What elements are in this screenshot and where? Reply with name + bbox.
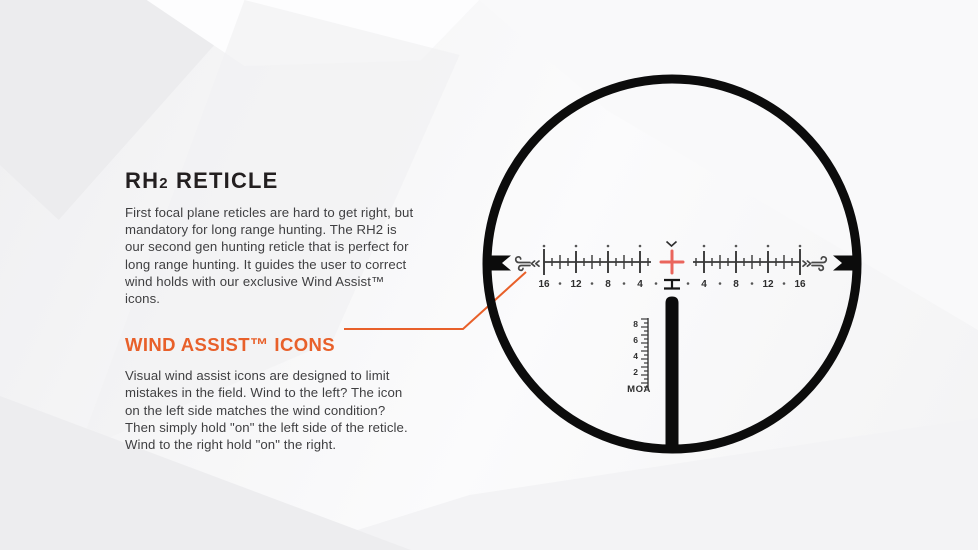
dot-above	[575, 245, 578, 248]
moa-elevation-ladder	[627, 318, 651, 395]
bottom-post	[666, 297, 679, 453]
windage-label: 16	[794, 279, 806, 290]
moa-label: 6	[633, 335, 638, 345]
dot-above	[703, 245, 706, 248]
windage-label: 12	[570, 279, 582, 290]
title-prefix: RH	[125, 168, 160, 193]
windage-label: 8	[605, 279, 611, 290]
moa-label: 4	[633, 351, 638, 361]
center-cross	[661, 251, 683, 273]
dot-above	[767, 245, 770, 248]
page-title	[125, 168, 417, 194]
dot-above	[639, 245, 642, 248]
dot-between	[559, 282, 562, 285]
dot-above	[607, 245, 610, 248]
dot-between	[719, 282, 722, 285]
dot-above	[735, 245, 738, 248]
dot-above	[799, 245, 802, 248]
moa-caption: MOA	[627, 384, 651, 395]
windage-label: 8	[733, 279, 739, 290]
right-post-bar	[833, 256, 860, 271]
wind-assist-heading: WIND ASSIST™ ICONS	[125, 334, 336, 356]
dot-between	[783, 282, 786, 285]
windage-label: 16	[538, 279, 550, 290]
dot-between	[687, 282, 690, 285]
dot-above	[543, 245, 546, 248]
ibeam-holdover-mark	[664, 280, 680, 289]
moa-label: 8	[633, 319, 638, 329]
title-suffix: RETICLE	[168, 168, 279, 193]
dot-between	[655, 282, 658, 285]
windage-label: 12	[762, 279, 774, 290]
chevron-down-icon	[667, 242, 677, 247]
windage-label: 4	[701, 279, 707, 290]
title-sub: 2	[159, 175, 169, 192]
copy-column	[125, 168, 417, 453]
wind-icon-right	[803, 257, 826, 271]
wind-assist-paragraph: Visual wind assist icons are designed to limit mistakes in the field. Wind to the left? The icon on the left side matches the wind condition? Then simply hold "on" the left side of the reticle. Wind to the right hold "on" the right.	[125, 368, 408, 453]
intro-paragraph: First focal plane reticles are hard to get right, but mandatory for long range hunting. The RH2 is our second gen hunting reticle that is perfect for long range hunting. It guides the user to correct wind holds with our exclusive Wind Assist™ icons.	[125, 205, 414, 307]
left-post-bar	[484, 256, 511, 271]
dot-between	[623, 282, 626, 285]
windage-label: 4	[637, 279, 643, 290]
wind-icon-left	[516, 257, 539, 271]
dot-between	[591, 282, 594, 285]
moa-label: 2	[633, 367, 638, 377]
dot-between	[751, 282, 754, 285]
